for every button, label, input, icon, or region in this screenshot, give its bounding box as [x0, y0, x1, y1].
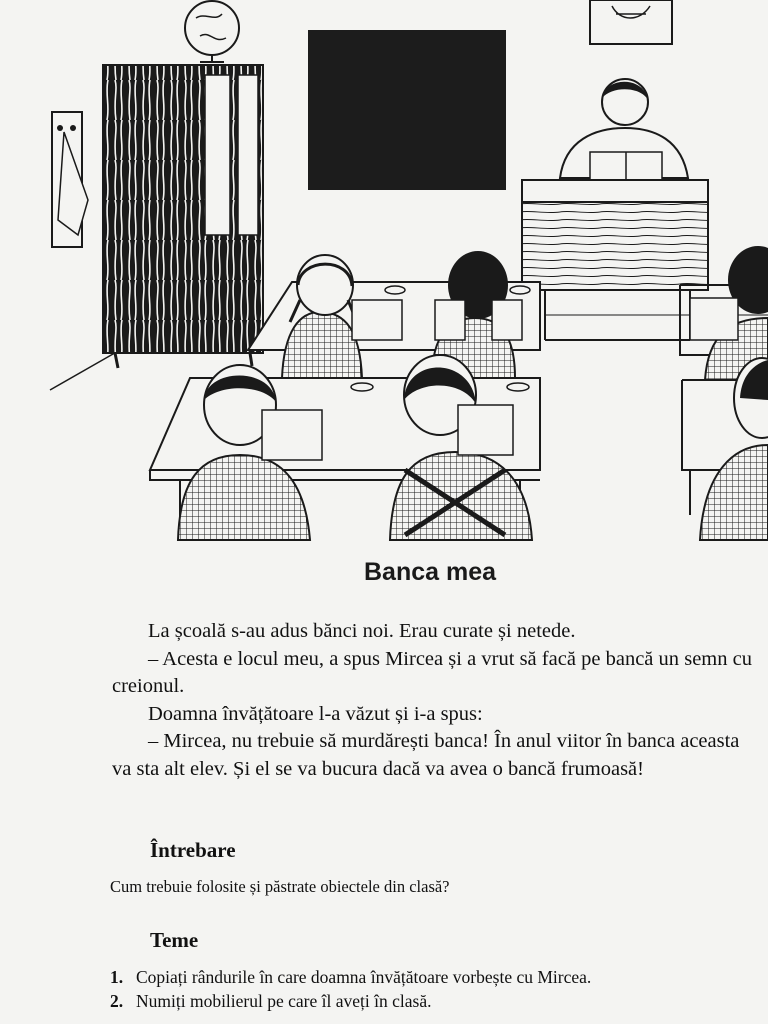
question-text: Cum trebuie folosite și păstrate obiectele din clasă?: [110, 877, 450, 896]
task-number: 2.: [110, 991, 124, 1011]
story-text: [112, 618, 752, 783]
task-text: Copiați rândurile în care doamna învățătoare vorbește cu Mircea.: [136, 967, 592, 987]
task-number: 1.: [110, 967, 124, 987]
tasks-list: [110, 965, 591, 1013]
story-paragraph: – Acesta e locul meu, a spus Mircea și a vrut să facă pe bancă un semn cu creionul.: [112, 647, 752, 697]
question-heading: Întrebare: [150, 838, 236, 862]
framed-coat-of-arms: [590, 0, 672, 44]
story-paragraph: Doamna învățătoare l-a văzut și i-a spus:: [148, 702, 483, 725]
task-item: [110, 965, 591, 989]
coat-hooks: [52, 112, 88, 247]
teacher: [560, 79, 688, 182]
task-text: Numiți mobilierul pe care îl aveți în clasă.: [136, 991, 432, 1011]
pupil-boy-right-front: [700, 358, 768, 540]
task-item: [110, 989, 591, 1013]
tasks-heading: Teme: [150, 928, 199, 952]
globe: [185, 1, 239, 62]
wardrobe: [103, 65, 263, 368]
lesson-title: Banca mea: [363, 558, 497, 586]
blackboard: [308, 30, 506, 190]
story-paragraph: La școală s-au adus bănci noi. Erau curate și netede.: [148, 620, 576, 642]
story-paragraph: – Mircea, nu trebuie să murdărești banca! În anul viitor în banca aceasta va sta alt elev. Și el se va bucura dacă va avea o bancă frumoasă!: [112, 730, 740, 780]
